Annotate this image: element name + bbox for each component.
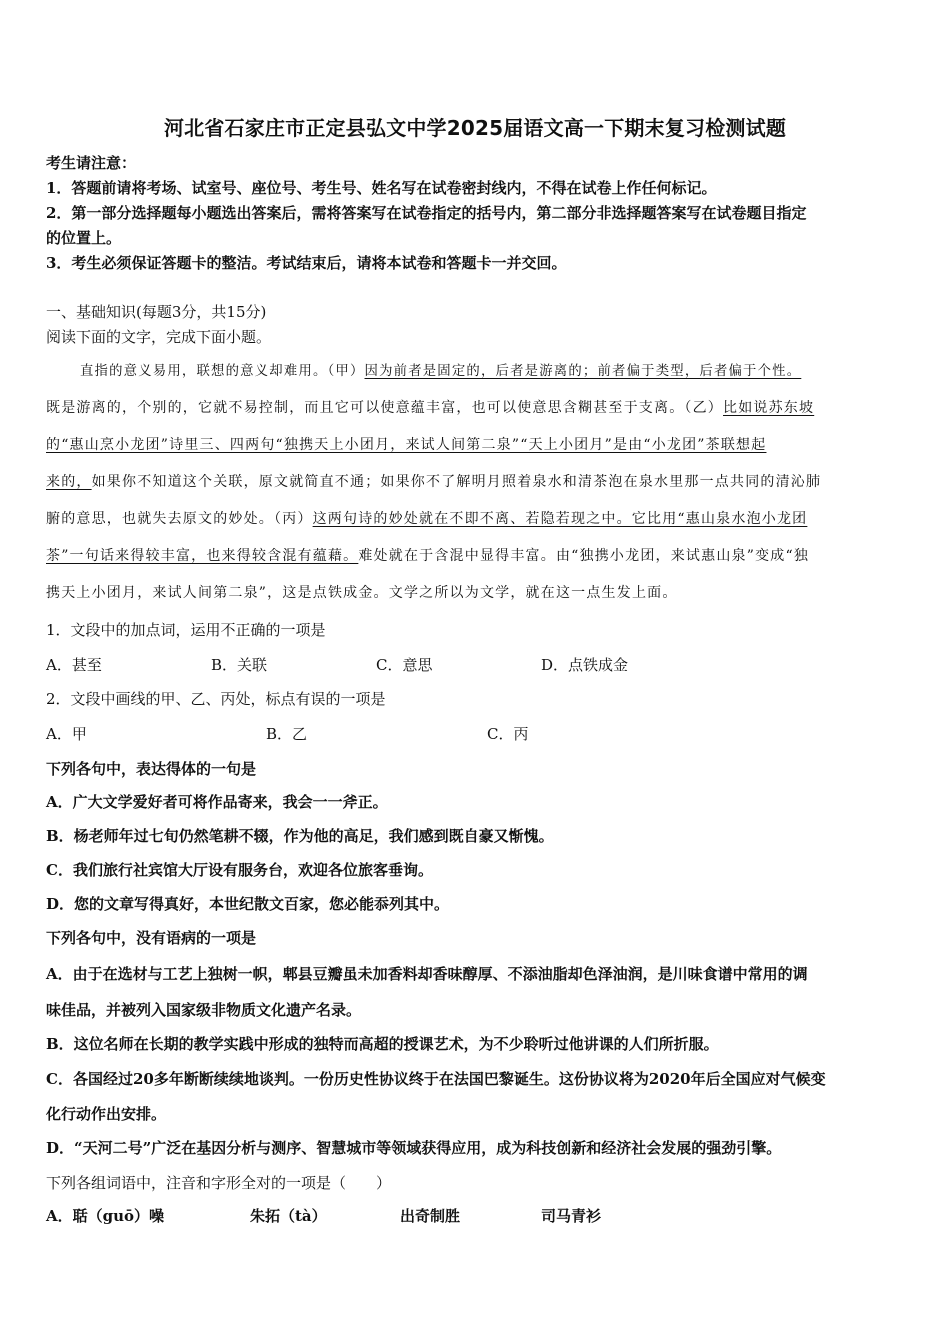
passage-line: 来的，如果你不知道这个关联，原文就简直不通；如果你不了解明月照着泉水和清茶泡在泉水里那一点共同的清沁肺: [46, 474, 822, 490]
underlined-jia: 因为前者是固定的，后者是游离的；前者偏于类型，后者偏于个性。: [364, 364, 802, 379]
option-a: A．甲: [46, 725, 87, 743]
notice-item: 1．答题前请将考场、试室号、座位号、考生号、姓名写在试卷密封线内，不得在试卷上作任何标记。: [46, 179, 717, 197]
passage-line: 腑的意思，也就失去原文的妙处。（丙）这两句诗的妙处就在不即不离、若隐若现之中。它比用“惠山泉水泡小龙团: [46, 511, 808, 527]
question-stem: 下列各组词语中，注音和字形全对的一项是（ ）: [46, 1174, 392, 1192]
option-a-word: 出奇制胜: [400, 1207, 461, 1225]
option-a: A．广大文学爱好者可将作品寄来，我会一一斧正。: [46, 793, 388, 811]
option-a-word: 司马青衫: [541, 1207, 602, 1225]
option-a-word: 朱拓（tà）: [250, 1207, 327, 1225]
option-d: D．“天河二号”广泛在基因分析与测序、智慧城市等领域获得应用，成为科技创新和经济社会发展的强劲引擎。: [46, 1139, 782, 1157]
question-stem: 下列各句中，没有语病的一项是: [46, 929, 257, 947]
option-c-cont: 化行动作出安排。: [46, 1105, 167, 1123]
question-stem: 1．文段中的加点词，运用不正确的一项是: [46, 621, 326, 639]
passage-line: 直指的意义易用，联想的意义却难用。（甲）因为前者是固定的，后者是游离的；前者偏于类型，后者偏于个性。: [80, 364, 802, 379]
option-d: D．您的文章写得真好，本世纪散文百家，您必能忝列其中。: [46, 895, 450, 913]
page-title: 河北省石家庄市正定县弘文中学2025届语文高一下期末复习检测试题: [163, 116, 787, 140]
option-c: C．各国经过20多年断断续续地谈判。一份历史性协议终于在法国巴黎诞生。这份协议将为2020年后全国应对气候变: [46, 1070, 826, 1088]
underlined-bing: 这两句诗的妙处就在不即不离、若隐若现之中。它比用“惠山泉水泡小龙团: [312, 511, 808, 527]
option-a: A．甚至: [46, 656, 102, 674]
passage-line: 茶”一句话来得较丰富，也来得较含混有蕴藉。难处就在于含混中显得丰富。由“独携小龙团，来试惠山泉”变成“独: [46, 548, 810, 564]
notice-item: 3．考生必须保证答题卡的整洁。考试结束后，请将本试卷和答题卡一并交回。: [46, 254, 567, 272]
option-b: B．关联: [211, 656, 268, 674]
option-c: C．我们旅行社宾馆大厅设有服务台，欢迎各位旅客垂询。: [46, 861, 433, 879]
passage-line: 的“惠山烹小龙团”诗里三、四两句“独携天上小团月，来试人间第二泉”“天上小团月”是由“小龙团”茶联想起: [46, 437, 767, 453]
question-stem: 2．文段中画线的甲、乙、丙处，标点有误的一项是: [46, 690, 386, 708]
option-c: C．意思: [376, 656, 433, 674]
option-a: A．由于在选材与工艺上独树一帜，郫县豆瓣虽未加香料却香味醇厚、不添油脂却色泽油润，是川味食谱中常用的调: [46, 965, 808, 983]
option-b: B．乙: [266, 725, 308, 743]
question-stem: 下列各句中，表达得体的一句是: [46, 760, 257, 778]
underlined-yi: 比如说苏东坡: [723, 400, 815, 416]
section-heading: 一、基础知识(每题3分，共15分): [46, 303, 267, 321]
notice-item: 2．第一部分选择题每小题选出答案后，需将答案写在试卷指定的括号内，第二部分非选择题答案写在试卷题目指定: [46, 204, 807, 222]
option-a-cont: 味佳品，并被列入国家级非物质文化遗产名录。: [46, 1001, 362, 1019]
option-b: B．这位名师在长期的教学实践中形成的独特而高超的授课艺术，为不少聆听过他讲课的人们所折服。: [46, 1035, 719, 1053]
option-c: C．丙: [487, 725, 529, 743]
passage-line: 既是游离的，个别的，它就不易控制，而且它可以使意蕴丰富，也可以使意思含糊甚至于支离。（乙）比如说苏东坡: [46, 400, 815, 416]
notice-header: 考生请注意：: [46, 154, 137, 172]
option-d: D．点铁成金: [541, 656, 629, 674]
section-intro: 阅读下面的文字，完成下面小题。: [46, 328, 272, 346]
passage-line: 携天上小团月，来试人间第二泉”，这是点铁成金。文学之所以为文学，就在这一点生发上面。: [46, 585, 678, 601]
option-a: A．聒（guō）噪: [46, 1207, 165, 1225]
notice-item: 的位置上。: [46, 229, 122, 247]
option-b: B．杨老师年过七旬仍然笔耕不辍，作为他的高足，我们感到既自豪又惭愧。: [46, 827, 554, 845]
